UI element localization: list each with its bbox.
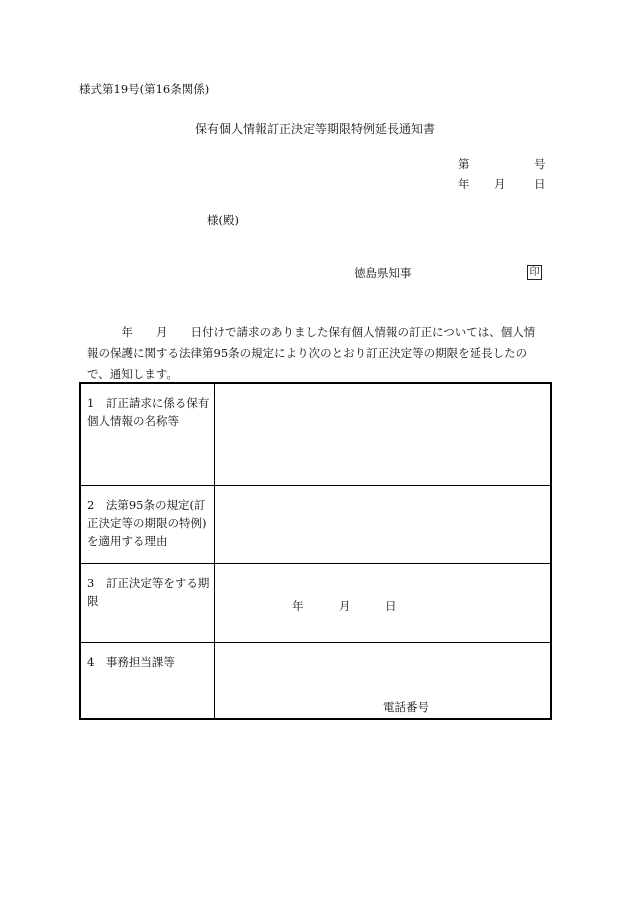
row-label: 3 訂正決定等をする期限 <box>87 576 210 608</box>
table-row <box>81 485 550 563</box>
notice-body-line: 報の保護に関する法律第95条の規定により次のとおり訂正決定等の期限を延長したの <box>87 346 528 360</box>
reason-field[interactable] <box>221 496 541 554</box>
number-go-label: 号 <box>534 157 546 171</box>
deadline-day-label: 日 <box>385 599 397 613</box>
table-row <box>81 642 550 718</box>
date-month-label: 月 <box>494 177 506 191</box>
row-label: 4 事務担当課等 <box>87 655 175 669</box>
seal-icon: 印 <box>527 265 542 280</box>
table-column-divider <box>214 384 215 718</box>
number-dai-label: 第 <box>458 157 470 171</box>
notice-table <box>79 382 552 720</box>
form-number: 様式第19号(第16条関係) <box>79 82 210 96</box>
notice-body-line: 年 月 日付けで請求のありました保有個人情報の訂正については、個人情 <box>87 325 536 339</box>
notice-body <box>87 322 557 385</box>
date-year-label: 年 <box>458 177 470 191</box>
phone-number-label: 電話番号 <box>383 700 429 714</box>
date-day-label: 日 <box>534 177 546 191</box>
record-name-field[interactable] <box>221 394 541 474</box>
addressee: 様(殿) <box>207 213 239 227</box>
table-row <box>81 563 550 642</box>
sender-name: 徳島県知事 <box>354 266 412 280</box>
deadline-month-label: 月 <box>339 599 351 613</box>
row-label: 1 訂正請求に係る保有個人情報の名称等 <box>87 396 210 428</box>
notice-body-line: で、通知します。 <box>87 367 178 381</box>
deadline-year-label: 年 <box>292 599 304 613</box>
table-row <box>81 384 550 485</box>
document-title: 保有個人情報訂正決定等期限特例延長通知書 <box>194 122 435 136</box>
row-label: 2 法第95条の規定(訂正決定等の期限の特例)を適用する理由 <box>87 498 207 548</box>
